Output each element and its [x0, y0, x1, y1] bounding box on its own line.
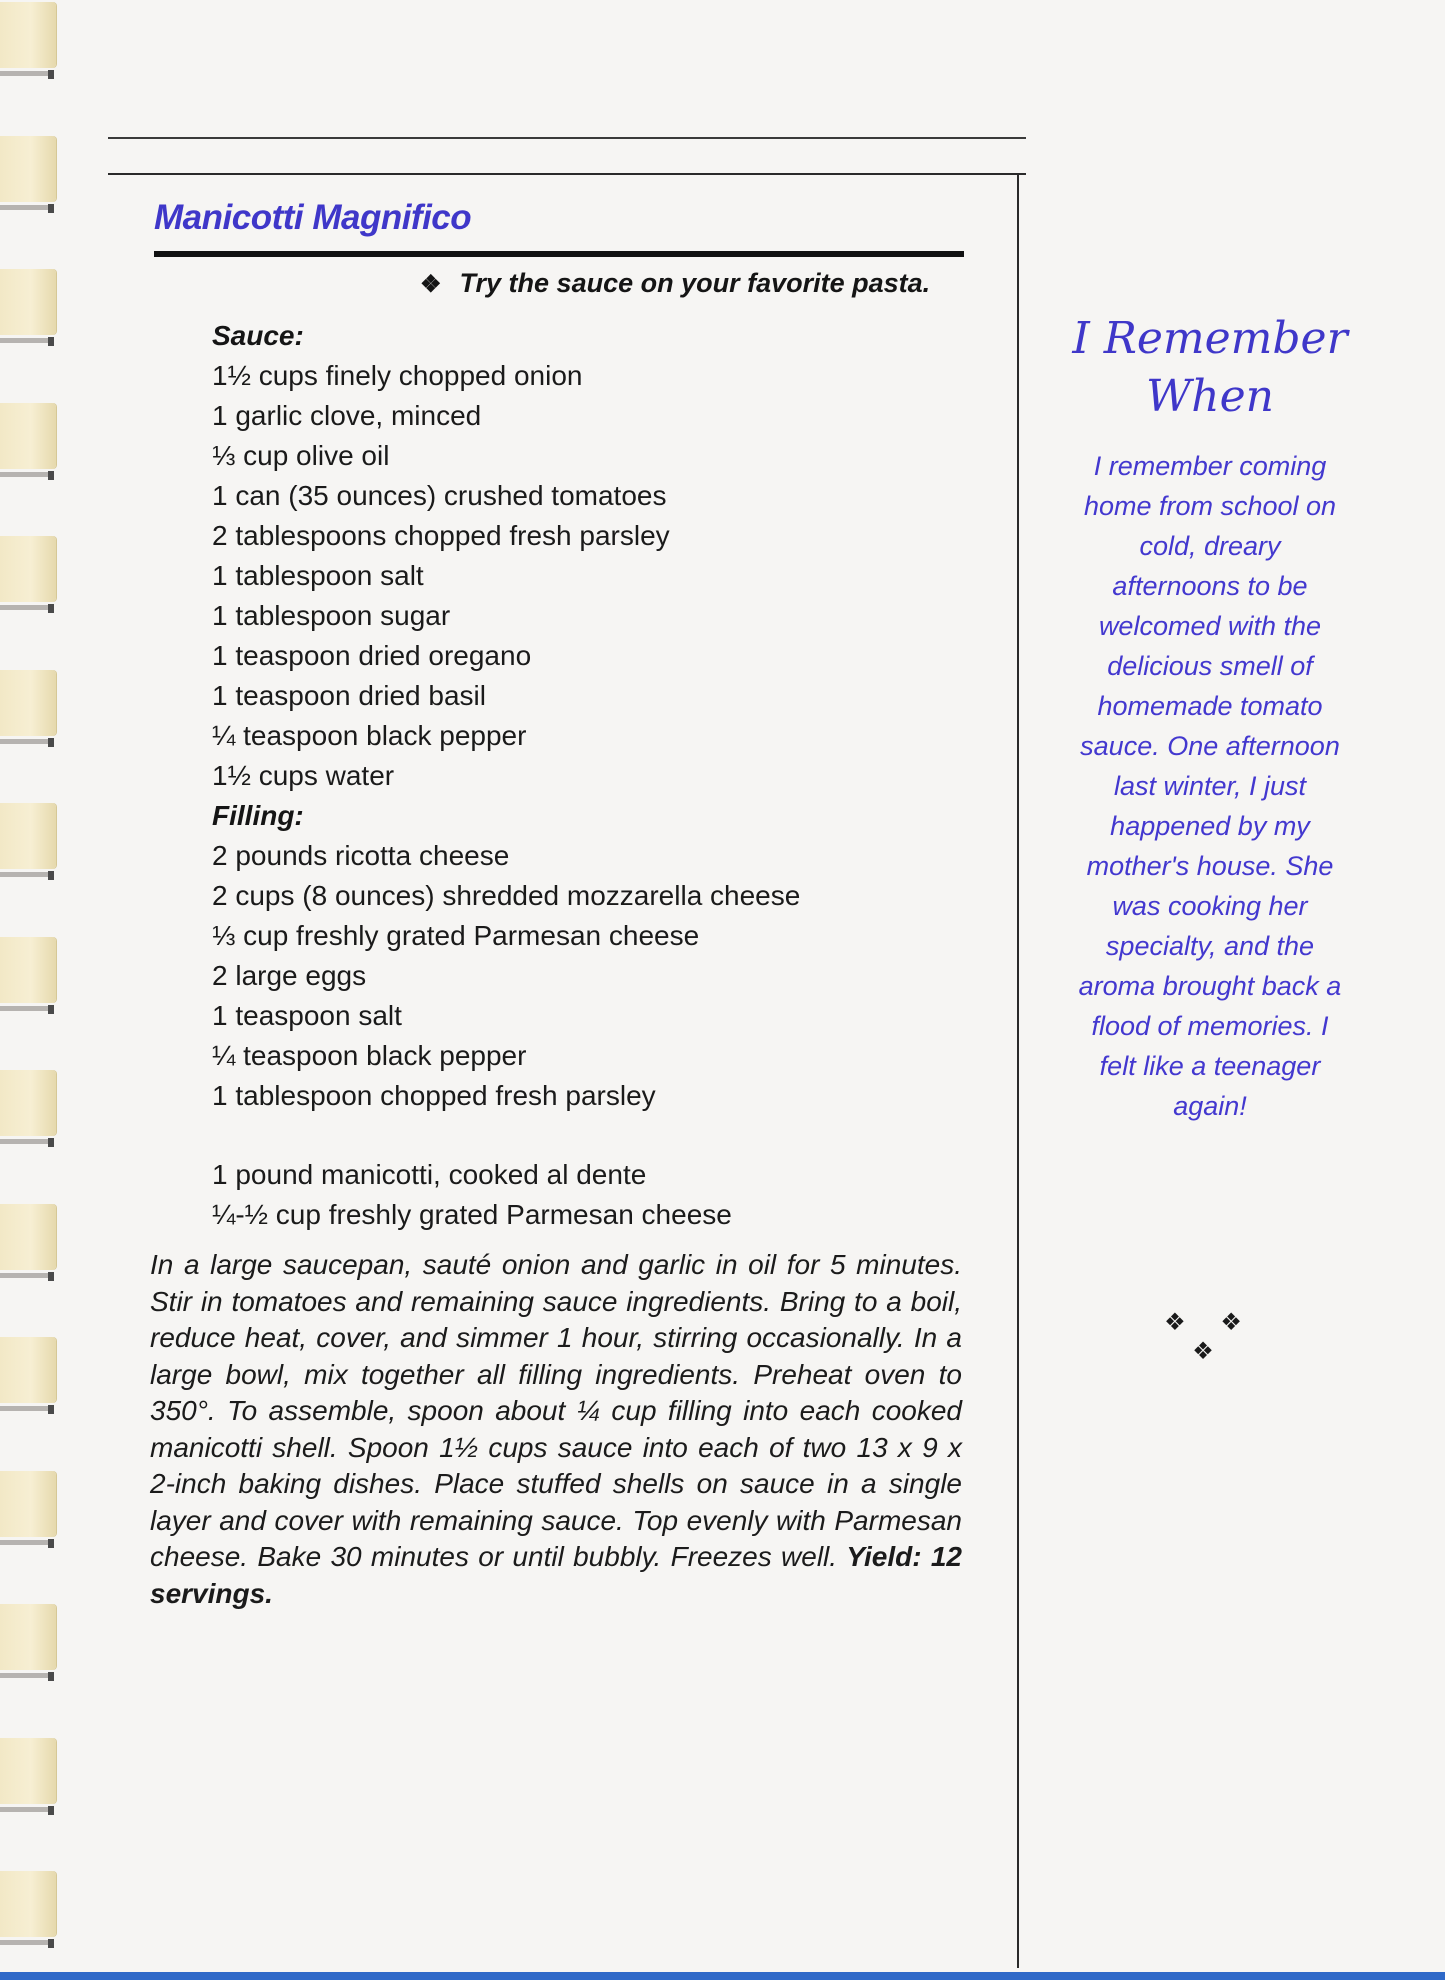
spiral-binding	[0, 0, 62, 1980]
binding-hole	[48, 1539, 54, 1548]
ingredient-line: 1½ cups finely chopped onion	[212, 360, 583, 391]
ingredient-line: 1 pound manicotti, cooked al dente	[212, 1159, 647, 1190]
ingredient-line: 1 teaspoon dried basil	[212, 680, 486, 711]
binding-ring-shadow	[0, 1673, 50, 1678]
ingredients-list	[212, 316, 972, 1235]
binding-ring-shadow	[0, 338, 50, 343]
binding-ring	[0, 937, 56, 1003]
ingredient-line: ¼-½ cup freshly grated Parmesan cheese	[212, 1199, 732, 1230]
title-underline	[154, 251, 964, 257]
ingredient-line: 1 tablespoon chopped fresh parsley	[212, 1080, 656, 1111]
binding-ring	[0, 2, 56, 68]
binding-hole	[48, 871, 54, 880]
tip-text: Try the sauce on your favorite pasta.	[459, 268, 931, 298]
ingredient-line: 2 cups (8 ounces) shredded mozzarella cheese	[212, 880, 801, 911]
filling-heading: Filling:	[212, 800, 304, 831]
sauce-ingredients	[212, 356, 972, 796]
ingredient-line: ¼ teaspoon black pepper	[212, 1040, 527, 1071]
recipe-box-top-border	[108, 173, 1026, 175]
recipe-title: Manicotti Magnifico	[154, 198, 472, 237]
binding-ring	[0, 1738, 56, 1804]
ingredient-line: 2 large eggs	[212, 960, 367, 991]
sidebar-story: I remember coming home from school on cold, dreary afternoons to be welcomed with the delicious smell of homemade tomato sauce. One afternoon last winter, I just happened by my mother's house. She was cooking her specialty, and the aroma brought back a flood of memories. I felt like a teenager again!	[1078, 451, 1342, 1121]
binding-ring	[0, 136, 56, 202]
page-bottom-edge	[0, 1972, 1445, 1980]
yield-text: Yield: 12 servings.	[150, 1541, 962, 1609]
binding-hole	[48, 204, 54, 213]
ingredient-line: 1 garlic clove, minced	[212, 400, 482, 431]
binding-ring	[0, 269, 56, 335]
binding-ring-shadow	[0, 1540, 50, 1545]
sauce-heading: Sauce:	[212, 320, 304, 351]
recipe-tip	[420, 268, 930, 299]
binding-ring-shadow	[0, 472, 50, 477]
binding-ring-shadow	[0, 1006, 50, 1011]
binding-ring-shadow	[0, 1406, 50, 1411]
top-divider	[108, 137, 1026, 139]
binding-hole	[48, 1272, 54, 1281]
binding-ring	[0, 1337, 56, 1403]
recipe-instructions	[150, 1247, 962, 1612]
binding-hole	[48, 604, 54, 613]
ingredient-line: 1 tablespoon salt	[212, 560, 424, 591]
binding-ring	[0, 536, 56, 602]
ingredient-line: 2 pounds ricotta cheese	[212, 840, 510, 871]
sidebar-title-line: When	[1146, 371, 1274, 422]
binding-ring	[0, 403, 56, 469]
binding-ring-shadow	[0, 1807, 50, 1812]
binding-ring-shadow	[0, 1139, 50, 1144]
binding-hole	[48, 1138, 54, 1147]
binding-ring-shadow	[0, 1940, 50, 1945]
binding-ring-shadow	[0, 1273, 50, 1278]
ingredient-line: ¼ teaspoon black pepper	[212, 720, 527, 751]
ingredient-line: 1 can (35 ounces) crushed tomatoes	[212, 480, 667, 511]
ingredient-line: 1½ cups water	[212, 760, 395, 791]
binding-ring-shadow	[0, 205, 50, 210]
sidebar-title-line: I Remember	[1072, 313, 1348, 364]
spacer	[212, 1116, 972, 1155]
ingredient-line: 1 tablespoon sugar	[212, 600, 451, 631]
ingredient-line: ⅓ cup freshly grated Parmesan cheese	[212, 920, 700, 951]
binding-ring-shadow	[0, 605, 50, 610]
binding-ring	[0, 803, 56, 869]
binding-hole	[48, 337, 54, 346]
sidebar-title	[1060, 310, 1360, 426]
binding-ring	[0, 670, 56, 736]
ingredient-line: 1 teaspoon salt	[212, 1000, 402, 1031]
binding-ring	[0, 1471, 56, 1537]
binding-ring	[0, 1204, 56, 1270]
binding-ring-shadow	[0, 71, 50, 76]
recipe-box-right-border	[1017, 173, 1019, 1968]
ingredient-line: 1 teaspoon dried oregano	[212, 640, 532, 671]
binding-ring-shadow	[0, 872, 50, 877]
binding-hole	[48, 471, 54, 480]
instructions-text: In a large saucepan, sauté onion and garlic in oil for 5 minutes. Stir in tomatoes and remaining sauce ingredients. Bring to a boil, reduce heat, cover, and simmer 1 hour, stirring occasionally. In a large bowl, mix together all filling ingredients. Preheat oven to 350°. To assemble, spoon about ¼ cup filling into each cooked manicotti shell. Spoon 1½ cups sauce into each of two 13 x 9 x 2-inch baking dishes. Place stuffed shells on sauce in a single layer and cover with remaining sauce. Top evenly with Parmesan cheese. Bake 30 minutes or until bubbly. Freezes well.	[150, 1249, 962, 1572]
binding-hole	[48, 1672, 54, 1681]
diamond-ornament-icon: ❖ ❖ ❖	[1164, 1309, 1256, 1365]
binding-hole	[48, 1005, 54, 1014]
binding-ring	[0, 1604, 56, 1670]
binding-hole	[48, 738, 54, 747]
extra-ingredients	[212, 1155, 972, 1235]
filling-ingredients	[212, 836, 972, 1116]
binding-hole	[48, 1806, 54, 1815]
binding-hole	[48, 1405, 54, 1414]
ingredient-line: 2 tablespoons chopped fresh parsley	[212, 520, 670, 551]
binding-ring	[0, 1871, 56, 1937]
diamond-ornament-icon: ❖	[420, 271, 442, 298]
binding-hole	[48, 70, 54, 79]
binding-ring	[0, 1070, 56, 1136]
binding-hole	[48, 1939, 54, 1948]
binding-ring-shadow	[0, 739, 50, 744]
ingredient-line: ⅓ cup olive oil	[212, 440, 390, 471]
